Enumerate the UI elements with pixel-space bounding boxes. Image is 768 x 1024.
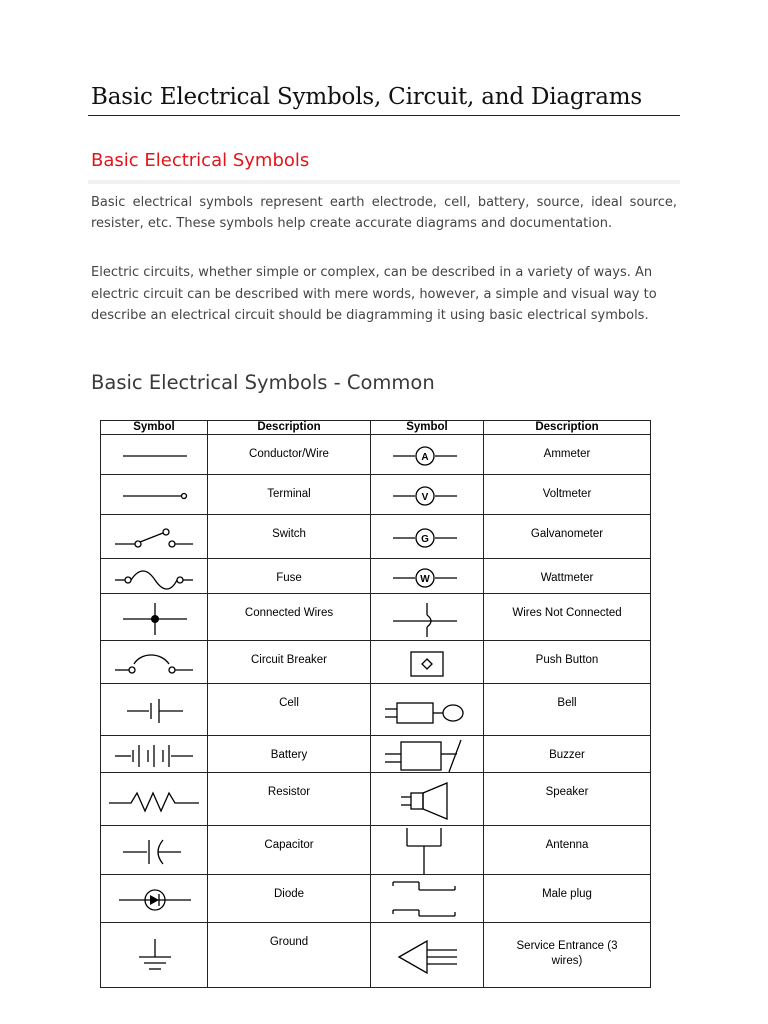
battery-icon bbox=[101, 737, 206, 772]
fuse-icon bbox=[101, 560, 206, 593]
symbol-cell bbox=[101, 826, 208, 875]
table-row bbox=[101, 684, 651, 736]
symbol-cell bbox=[101, 736, 208, 773]
male-plug-icon bbox=[371, 876, 482, 922]
symbol-cell bbox=[371, 923, 484, 988]
svg-text:W: W bbox=[420, 573, 430, 585]
title-divider bbox=[88, 115, 680, 116]
symbol-cell bbox=[371, 641, 484, 684]
table-header-row bbox=[101, 421, 651, 435]
symbol-cell bbox=[101, 684, 208, 736]
symbol-description: Connected Wires bbox=[208, 594, 371, 641]
header-symbol-2: Symbol bbox=[371, 421, 484, 435]
header-description-2: Description bbox=[484, 421, 651, 435]
table-row bbox=[101, 515, 651, 559]
service-entrance-icon bbox=[371, 924, 482, 987]
symbol-description: Antenna bbox=[484, 826, 651, 875]
ammeter-icon bbox=[371, 436, 482, 474]
svg-text:A: A bbox=[421, 451, 429, 463]
header-description-1: Description bbox=[208, 421, 371, 435]
intro-paragraph: Basic electrical symbols represent earth electrode, cell, battery, source, ideal source, resister, etc. These symbols help create accurate diagrams and documentation. bbox=[91, 195, 677, 231]
switch-icon bbox=[101, 516, 206, 558]
symbol-description: Ammeter bbox=[484, 435, 651, 475]
speaker-icon bbox=[371, 774, 482, 825]
symbol-description: Fuse bbox=[208, 559, 371, 594]
symbol-description: Speaker bbox=[484, 773, 651, 826]
symbol-description: Battery bbox=[208, 736, 371, 773]
symbol-description: Circuit Breaker bbox=[208, 641, 371, 684]
symbol-description: Wires Not Connected bbox=[484, 594, 651, 641]
symbol-cell bbox=[371, 594, 484, 641]
sub-heading: Basic Electrical Symbols - Common bbox=[91, 371, 435, 394]
symbol-cell bbox=[101, 875, 208, 923]
page-title: Basic Electrical Symbols, Circuit, and Diagrams bbox=[91, 84, 642, 110]
table-row bbox=[101, 559, 651, 594]
symbol-description: Bell bbox=[484, 684, 651, 736]
terminal-icon bbox=[101, 476, 206, 514]
symbol-cell bbox=[371, 826, 484, 875]
symbol-cell bbox=[371, 475, 484, 515]
table-row bbox=[101, 826, 651, 875]
bell-icon bbox=[371, 685, 482, 735]
symbol-description: Terminal bbox=[208, 475, 371, 515]
symbol-cell bbox=[101, 773, 208, 826]
symbol-description: Resistor bbox=[208, 773, 371, 826]
ground-icon bbox=[101, 924, 206, 987]
symbol-cell bbox=[101, 475, 208, 515]
svg-text:G: G bbox=[421, 533, 429, 545]
symbol-description: Conductor/Wire bbox=[208, 435, 371, 475]
symbol-cell bbox=[371, 875, 484, 923]
galvanometer-icon bbox=[371, 516, 482, 558]
table-row bbox=[101, 923, 651, 988]
symbol-cell bbox=[371, 435, 484, 475]
symbol-description: Push Button bbox=[484, 641, 651, 684]
table-row bbox=[101, 475, 651, 515]
table-row bbox=[101, 773, 651, 826]
symbol-cell bbox=[101, 641, 208, 684]
symbol-description: Voltmeter bbox=[484, 475, 651, 515]
symbol-cell bbox=[371, 736, 484, 773]
circuits-paragraph: Electric circuits, whether simple or complex, can be described in a variety of ways. An electric circuit can be described with mere words, however, a simple and visual way to describe an electrical circuit should be diagramming it using basic electrical symbols. bbox=[91, 265, 657, 323]
diode-icon bbox=[101, 876, 206, 922]
symbol-cell bbox=[101, 923, 208, 988]
wires-not-connected-icon bbox=[371, 595, 482, 640]
symbol-description: Male plug bbox=[484, 875, 651, 923]
resistor-icon bbox=[101, 774, 206, 825]
symbol-description: Galvanometer bbox=[484, 515, 651, 559]
voltmeter-icon bbox=[371, 476, 482, 514]
buzzer-icon bbox=[371, 737, 482, 772]
connected-wires-icon bbox=[101, 595, 206, 640]
symbol-cell bbox=[101, 559, 208, 594]
table-row bbox=[101, 875, 651, 923]
antenna-icon bbox=[371, 827, 482, 874]
svg-text:V: V bbox=[421, 491, 429, 503]
symbol-description: Switch bbox=[208, 515, 371, 559]
symbol-description: Ground bbox=[208, 923, 371, 988]
capacitor-icon bbox=[101, 827, 206, 874]
symbol-cell bbox=[371, 559, 484, 594]
table-row bbox=[101, 435, 651, 475]
symbol-cell bbox=[101, 594, 208, 641]
symbol-description: Diode bbox=[208, 875, 371, 923]
symbol-description: Service Entrance (3 wires) bbox=[484, 923, 651, 988]
symbol-cell bbox=[371, 515, 484, 559]
section-heading: Basic Electrical Symbols bbox=[91, 150, 310, 171]
symbol-description: Cell bbox=[208, 684, 371, 736]
push-button-icon bbox=[371, 642, 482, 683]
symbols-table bbox=[100, 420, 651, 988]
table-row bbox=[101, 594, 651, 641]
symbol-cell bbox=[101, 515, 208, 559]
wattmeter-icon bbox=[371, 560, 482, 593]
cell-icon bbox=[101, 685, 206, 735]
circuit-breaker-icon bbox=[101, 642, 206, 683]
symbol-description: Wattmeter bbox=[484, 559, 651, 594]
symbol-cell bbox=[371, 684, 484, 736]
symbol-description: Capacitor bbox=[208, 826, 371, 875]
section-divider bbox=[88, 180, 680, 184]
table-row bbox=[101, 641, 651, 684]
conductor-wire-icon bbox=[101, 436, 206, 474]
symbol-cell bbox=[101, 435, 208, 475]
table-row bbox=[101, 736, 651, 773]
symbol-cell bbox=[371, 773, 484, 826]
symbol-description: Buzzer bbox=[484, 736, 651, 773]
header-symbol-1: Symbol bbox=[101, 421, 208, 435]
